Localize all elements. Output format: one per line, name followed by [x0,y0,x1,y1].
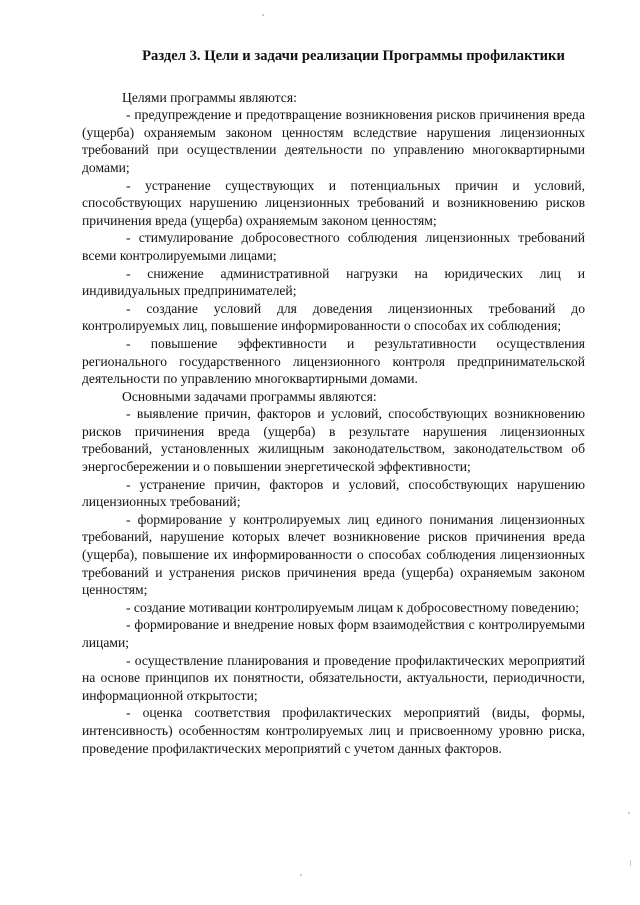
scan-speck [630,860,631,866]
goal-item: - создание условий для доведения лицензионных требований до контролируемых лиц, повышение информированности о способах их соблюдения; [82,300,585,334]
goals-intro: Целями программы являются: [122,89,297,105]
tasks-intro: Основными задачами программы являются: [122,388,377,404]
goal-item: - стимулирование добросовестного соблюдения лицензионных требований всеми контролируемыми лицами; [82,230,585,263]
goal-item: - устранение существующих и потенциальных причин и условий, способствующих нарушению лицензионных требований и возникновению рисков причинения вреда (ущерба) охраняемым законом ценностям; [82,177,585,228]
scan-speck [262,14,264,16]
task-item: - устранение причин, факторов и условий, способствующих нарушению лицензионных требований; [82,476,585,510]
goal-item: - снижение административной нагрузки на юридических лиц и индивидуальных предпринимателей; [82,265,585,299]
task-item: - выявление причин, факторов и условий, способствующих возникновению рисков причинения вреда (ущерба) в результате нарушения лицензионных требований, установленных жилищным законодательством, законодательством об энергосбережении и о повышении энергетической эффективности; [82,406,585,475]
scan-speck [628,812,630,814]
task-item: - создание мотивации контролируемым лицам к добросовестному поведению; [126,599,580,615]
goal-item: - повышение эффективности и результативности осуществления регионального государственного лицензионного контроля предпринимательской деятельности по управлению многоквартирными домами. [82,335,585,387]
scan-speck [300,874,302,876]
task-item: - оценка соответствия профилактических мероприятий (виды, формы, интенсивность) особенностям контролируемых лиц и присвоенному уровню риска, проведение профилактических мероприятий с учетом данных факторов. [82,705,585,756]
goal-item: - предупреждение и предотвращение возникновения рисков причинения вреда (ущерба) охраняемым законом ценностям вследствие нарушения лицензионных требований при осуществлении деятельности по управлению многоквартирными домами; [82,107,585,175]
section-heading: Раздел 3. Цели и задачи реализации Программы профилактики [142,48,565,64]
task-item: - формирование и внедрение новых форм взаимодействия с контролируемыми лицами; [82,617,585,650]
task-item: - осуществление планирования и проведение профилактических мероприятий на основе принципов их понятности, обязательности, актуальности, периодичности, информационной открытости; [82,652,585,703]
document-body [82,48,585,757]
task-item: - формирование у контролируемых лиц единого понимания лицензионных требований, нарушение которых влечет возникновение рисков причинения вреда (ущерба), повышение их информированности о способах соблюдения лицензионных требований и устранения рисков причинения вреда (ущерба) охраняемым законом ценностям; [82,511,585,598]
